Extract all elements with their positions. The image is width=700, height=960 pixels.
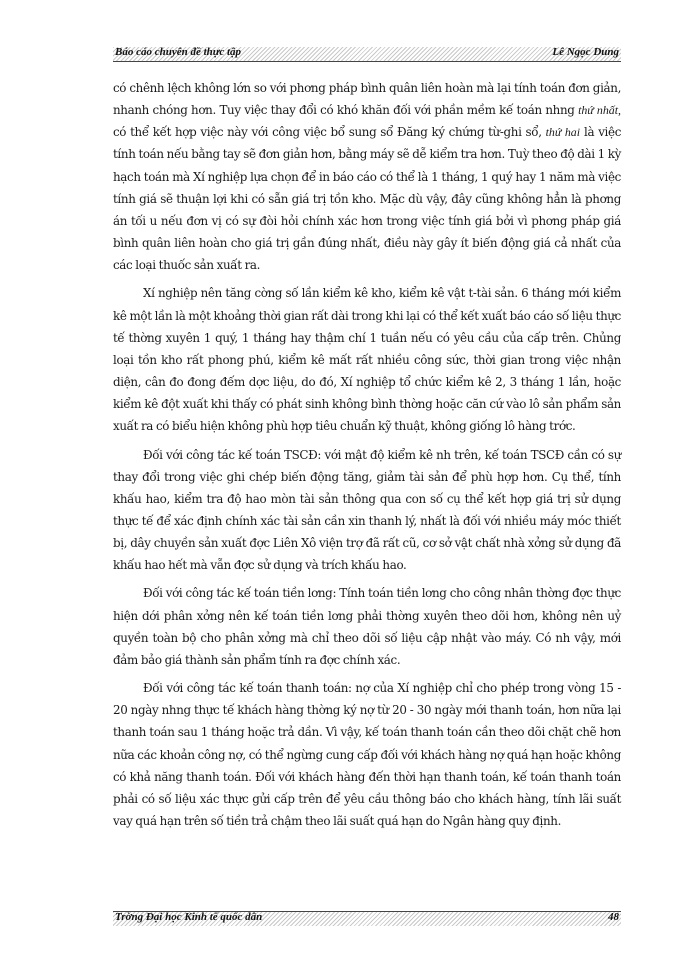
emphasis-first: thứ nhất, xyxy=(578,103,621,118)
author-name: Lê Ngọc Dung xyxy=(552,46,619,58)
paragraph-1: có chênh lệch không lớn so với phơng pháp bình quân liên hoàn mà lại tính toán đơn giản, nhanh chóng hơn. Tuy việc thay đổi có khó khăn đối với phần mềm kế toán nhng thứ nhất, có thể kết hợp việc này với công việc bổ sung sổ Đăng ký chứng từ-ghi sổ, thứ hai là việc tính toán nếu bằng tay sẽ đơn giản hơn, bằng máy sẽ dễ kiểm tra hơn. Tuỳ theo độ dài 1 kỳ hạch toán mà Xí nghiệp lựa chọn để in báo cáo có thể là 1 tháng, 1 quý hay 1 năm mà việc tính giá sẽ thuận lợi khi có sẵn giá trị tồn kho. Mặc dù vậy, đây cũng không hẳn là phơng án tối u nếu đơn vị có sự đòi hỏi chính xác hơn trong việc tính giá bởi vì phơng pháp giá bình quân liên hoàn cho giá trị gần đúng nhất, điều này gây ít biến động giá cả nhất của các loại thuốc sản xuất ra. xyxy=(113,81,622,273)
page-number: 48 xyxy=(608,911,619,923)
paragraph-4: Đối với công tác kế toán tiền lơng: Tính toán tiền lơng cho công nhân thờng đợc thực hiện dới phân xởng nên kế toán tiền lơng phải thờng xuyên theo dõi hơn, không nên uỷ quyền toàn bộ cho phân xởng mà chỉ theo dõi số liệu cập nhật vào máy. Có nh vậy, mới đảm bảo giá thành sản phẩm tính ra đợc chính xác. xyxy=(113,586,621,667)
paragraph-5: Đối với công tác kế toán thanh toán: nợ của Xí nghiệp chỉ cho phép trong vòng 15 - 20 ngày nhng thực tế khách hàng thờng ký nợ từ 20 - 30 ngày mới thanh toán, hơn nữa lại thanh toán sau 1 tháng hoặc trả dần. Vì vậy, kế toán thanh toán cần theo dõi chặt chẽ hơn nữa các khoản công nợ, có thể ngừng cung cấp đối với khách hàng nợ quá hạn hoặc không có khả năng thanh toán. Đối với khách hàng đến thời hạn thanh toán, kế toán thanh toán phải có số liệu xác thực gửi cấp trên để yêu cầu thông báo cho khách hàng, tính lãi suất vay quá hạn trên số tiền trả chậm theo lãi suất quá hạn do Ngân hàng quy định. xyxy=(113,681,621,828)
report-title: Báo cáo chuyên đề thực tập xyxy=(115,46,242,58)
page-footer xyxy=(113,911,621,926)
paragraph-3: Đối với công tác kế toán TSCĐ: với mật độ kiểm kê nh trên, kế toán TSCĐ cần có sự thay đổi trong việc ghi chép biến động tăng, giảm tài sản để phù hợp hơn. Cụ thể, tính khấu hao, kiểm tra độ hao mòn tài sản thông qua con số cụ thể kết hợp giá trị sử dụng thực tế để xác định chính xác tài sản cần xin thanh lý, nhất là đối với nhiều máy móc thiết bị, dây chuyền sản xuất đợc Liên Xô viện trợ đã rất cũ, cơ sở vật chất nhà xởng sử dụng đã khấu hao hết mà vẫn đợc sử dụng và trích khấu hao. xyxy=(113,447,621,573)
body-text xyxy=(113,77,621,838)
university-name: Trờng Đại học Kinh tế quốc dân xyxy=(115,911,263,923)
emphasis-second: thứ hai xyxy=(545,125,581,140)
paragraph-2: Xí nghiệp nên tăng cờng số lần kiểm kê kho, kiểm kê vật t-tài sản. 6 tháng mới kiểm kê một lần là một khoảng thời gian rất dài trong khi lại có thể kết xuất báo cáo số liệu thực tế thờng xuyên 1 quý, 1 tháng hay thậm chí 1 tuần nếu có yêu cầu của cấp trên. Chủng loại tồn kho rất phong phú, kiểm kê mất rất nhiều công sức, thời gian trong việc nhận diện, cân đo đong đếm dợc liệu, do đó, Xí nghiệp tổ chức kiểm kê 2, 3 tháng 1 lần, hoặc kiểm kê đột xuất khi thấy có phát sinh không bình thờng hoặc căn cứ vào lô sản phẩm sản xuất ra có biểu hiện không phù hợp tiêu chuẩn kỹ thuật, không giống lô hàng trớc. xyxy=(113,286,621,434)
page-header xyxy=(113,47,621,62)
